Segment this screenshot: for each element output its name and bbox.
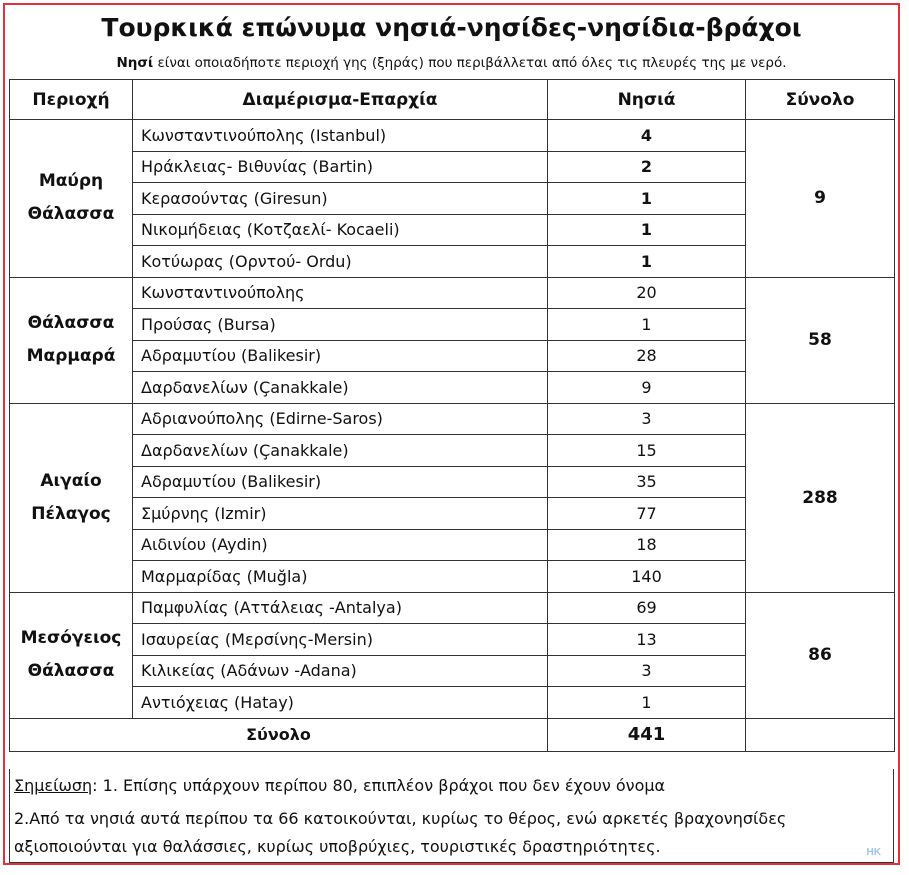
table-row <box>10 403 895 435</box>
region-total-marmara: 58 <box>746 277 895 403</box>
region-total-mediterranean: 86 <box>746 592 895 718</box>
district-cell: Νικομήδειας (Κοτζαελί- Kocaeli) <box>133 214 548 246</box>
document-frame <box>3 3 900 865</box>
islands-cell: 20 <box>548 277 746 309</box>
islands-cell: 35 <box>548 466 746 498</box>
islands-cell: 3 <box>548 403 746 435</box>
definition-line <box>9 49 894 77</box>
region-name-line1: Μαύρη <box>38 171 104 192</box>
region-cell-black-sea <box>10 120 133 278</box>
district-cell: Αντιόχειας (Hatay) <box>133 687 548 719</box>
note-label: Σημείωση <box>14 776 93 795</box>
region-name-line2: Πέλαγος <box>31 503 111 524</box>
note-text-1: : 1. Επίσης υπάρχουν περίπου 80, επιπλέον βράχοι που δεν έχουν όνομα <box>92 776 666 795</box>
islands-cell: 4 <box>548 120 746 152</box>
region-name-line2: Θάλασσα <box>27 661 115 681</box>
header-islands: Νησιά <box>548 80 746 120</box>
table-row <box>10 277 895 309</box>
islands-cell: 77 <box>548 498 746 530</box>
islands-cell: 28 <box>548 340 746 372</box>
islands-cell: 140 <box>548 561 746 593</box>
district-cell: Αδραμυτίου (Balikesir) <box>133 340 548 372</box>
region-name-line1: Θάλασσα <box>27 313 115 333</box>
district-cell: Κοτύωρας (Ορντού- Ordu) <box>133 246 548 278</box>
region-name-line1: Αιγαίο <box>40 470 102 491</box>
header-row <box>10 80 895 120</box>
header-total: Σύνολο <box>746 80 895 120</box>
header-district: Διαμέρισμα-Επαρχία <box>133 80 548 120</box>
district-cell: Παμφυλίας (Αττάλειας -Antalya) <box>133 592 548 624</box>
district-cell: Δαρδανελίων (Çanakkale) <box>133 435 548 467</box>
district-cell: Προύσας (Bursa) <box>133 309 548 341</box>
grand-total-label: Σύνολο <box>10 718 548 751</box>
total-row <box>10 718 895 751</box>
watermark: HK <box>866 847 881 858</box>
islands-cell: 9 <box>548 372 746 404</box>
district-cell: Σμύρνης (Izmir) <box>133 498 548 530</box>
region-total-black-sea: 9 <box>746 120 895 278</box>
islands-cell: 3 <box>548 655 746 687</box>
table-row <box>10 592 895 624</box>
table-row <box>10 120 895 152</box>
district-cell: Μαρμαρίδας (Muğla) <box>133 561 548 593</box>
district-cell: Ισαυρείας (Μερσίνης-Mersin) <box>133 624 548 656</box>
region-name-line2: Θάλασσα <box>27 204 115 225</box>
islands-cell: 69 <box>548 592 746 624</box>
islands-cell: 1 <box>548 309 746 341</box>
page-title: Τουρκικά επώνυμα νησιά-νησίδες-νησίδια-βράχοι <box>101 13 802 42</box>
islands-cell: 15 <box>548 435 746 467</box>
header-region: Περιοχή <box>10 80 133 120</box>
notes-box <box>9 769 894 863</box>
islands-cell: 1 <box>548 246 746 278</box>
note-line-1 <box>14 776 665 795</box>
district-cell: Κερασούντας (Giresun) <box>133 183 548 215</box>
district-cell: Κωνσταντινούπολης <box>133 277 548 309</box>
islands-cell: 13 <box>548 624 746 656</box>
islands-cell: 1 <box>548 214 746 246</box>
note-line-3: αξιοποιούνται για θαλάσσιες, κυρίως υποβρύχιες, τουριστικές δραστηριότητες. <box>14 837 661 856</box>
document-body <box>9 9 894 859</box>
district-cell: Δαρδανελίων (Çanakkale) <box>133 372 548 404</box>
region-name-line2: Μαρμαρά <box>26 346 116 366</box>
district-cell: Κωνσταντινούπολης (Istanbul) <box>133 120 548 152</box>
district-cell: Αδραμυτίου (Balikesir) <box>133 466 548 498</box>
grand-total-value: 441 <box>548 718 746 751</box>
district-cell: Αδριανούπολης (Edirne-Saros) <box>133 403 548 435</box>
region-name-line1: Μεσόγειος <box>20 628 122 648</box>
islands-cell: 1 <box>548 687 746 719</box>
region-cell-aegean <box>10 403 133 592</box>
district-cell: Κιλικείας (Αδάνων -Adana) <box>133 655 548 687</box>
islands-cell: 1 <box>548 183 746 215</box>
definition-term: Νησί <box>116 55 154 71</box>
region-total-aegean: 288 <box>746 403 895 592</box>
district-cell: Ηράκλειας- Βιθυνίας (Bartin) <box>133 151 548 183</box>
region-cell-mediterranean <box>10 592 133 718</box>
note-line-2: 2.Από τα νησιά αυτά περίπου τα 66 κατοικούνται, κυρίως το θέρος, ενώ αρκετές βραχονησίδες <box>14 809 787 828</box>
islands-cell: 18 <box>548 529 746 561</box>
islands-cell: 2 <box>548 151 746 183</box>
grand-total-empty <box>746 718 895 751</box>
islands-table <box>9 79 895 752</box>
definition-text: είναι οποιαδήποτε περιοχή γης (ξηράς) που περιβάλλεται από όλες τις πλευρές της με νερό. <box>153 55 787 71</box>
district-cell: Αιδινίου (Aydin) <box>133 529 548 561</box>
region-cell-marmara <box>10 277 133 403</box>
